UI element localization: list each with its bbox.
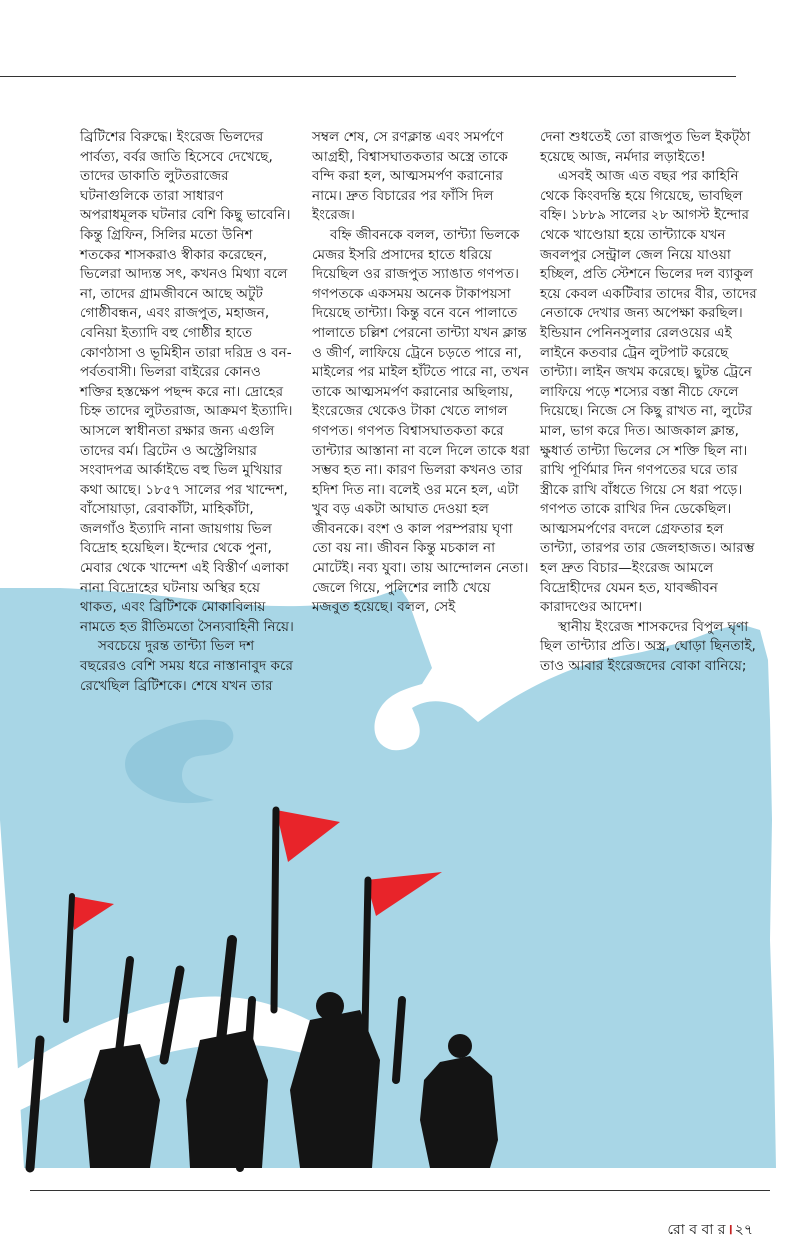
paragraph: সবচেয়ে দুরন্ত তান্ট্যা ভিল দশ বছরেরও বেশি সময় ধরে নাস্তানাবুদ করে রেখেছিল ব্রিটিশকে। শেষে যখন তার bbox=[80, 638, 293, 694]
top-rule bbox=[0, 76, 736, 77]
page-number: ২৭ bbox=[734, 1222, 753, 1238]
paragraph: সম্বল শেষ, সে রণক্লান্ত এবং সমর্পণে আগ্রহী, বিশ্বাসঘাতকতার অস্ত্রে তাকে বন্দি করা হল, আত্মসমর্পণ করানোর নামে। দ্রুত বিচারের পর ফাঁসি দিল ইংরেজ। bbox=[312, 129, 508, 224]
paragraph: এসবই আজ এত বছর পর কাহিনি থেকে কিংবদন্তি হয়ে গিয়েছে, ভাবছিল বহ্নি। ১৮৮৯ সালের ২৮ আগস্ট ইন্দোর থেকে খাণ্ডোয়া হয়ে তান্ট্যাকে যখন জবলপুর সেন্ট্রাল জেল নিয়ে যাওয়া হচ্ছিল, প্রতি স্টেশনে ভিলের দল ব্যাকুল হয়ে কেবল একটিবার তাদের বীর, তাদের নেতাকে দেখার জন্য অপেক্ষা করছিল। ইন্ডিয়ান পেনিনসুলার রেলওয়ের এই লাইনে কতবার ট্রেন লুটপাট করেছে তান্ট্যা। লাইন জখম করেছে। ছুটন্ত ট্রেনে লাফিয়ে পড়ে শস্যের বস্তা নীচে ফেলে দিয়েছে। নিজে সে কিছু রাখত না, লুটের মাল, ভাগ করে দিত। আজকাল ক্লান্ত, ক্ষুধার্ত তান্ট্যা ভিলের সে শক্তি ছিল না। রাখি পূর্ণিমার দিন গণপতের ঘরে তার স্ত্রীকে রাখি বাঁধতে গিয়ে সে ধরা পড়ে। গণপত তাকে রাখির দিন ডেকেছিল। আত্মসমর্পণের বদলে গ্রেফতার হল তান্ট্যা, তারপর তার জেলহাজত। আরম্ভ হল দ্রুত বিচার—ইংরেজ আমলে বিদ্রোহীদের যেমন হত, যাবজ্জীবন কারাদণ্ডের আদেশ। bbox=[540, 168, 757, 616]
text-column-3 bbox=[540, 128, 758, 677]
footer-separator: । bbox=[727, 1222, 733, 1238]
paragraph: ব্রিটিশের বিরুদ্ধে। ইংরেজ ভিলদের পার্বত্য, বর্বর জাতি হিসেবে দেখেছে, তাদের ডাকাতি লুটতরাজের ঘটনাগুলিকে তারা সাধারণ অপরাধমূলক ঘটনার বেশি কিছু ভাবেনি। কিন্তু গ্রিফিন, সিলির মতো উনিশ শতকের শাসকরাও স্বীকার করেছেন, ভিলেরা আদ্যন্ত সৎ, কখনও মিথ্যা বলে না, তাদের গ্রামজীবনে আছে অটুট গোষ্ঠীবন্ধন, এবং রাজপুত, মহাজন, বেনিয়া ইত্যাদি বহু গোষ্ঠীর হাতে কোণঠাসা ও ভূমিহীন তারা দরিদ্র ও বন-পর্বতবাসী। ভিলরা বাইরের কোনও শক্তির হস্তক্ষেপ পছন্দ করে না। দ্রোহের চিহ্ন তাদের লুটতরাজ, আক্রমণ ইত্যাদি। আসলে স্বাধীনতা রক্ষার জন্য এগুলি তাদের বর্ম। ব্রিটেন ও অস্ট্রেলিয়ার সংবাদপত্র আর্কাইভে বহু ভিল মুখিয়ার কথা আছে। ১৮৫৭ সালের পর খান্দেশ, বাঁসোয়াড়া, রেবাকাঁটা, মাহিকাঁটা, জলগাঁও ইত্যাদি নানা জায়গায় ভিল বিদ্রোহ হয়েছিল। ইন্দোর থেকে পুনা, মেবার থেকে খান্দেশ এই বিস্তীর্ণ এলাকা নানা বিদ্রোহের ঘটনায় অস্থির হয়ে থাকত, এবং ব্রিটিশকে মোকাবিলায় নামতে হত রীতিমতো সৈন্যবাহিনী নিয়ে। bbox=[80, 129, 294, 635]
protester-figure bbox=[420, 1056, 498, 1168]
text-column-2 bbox=[312, 128, 530, 618]
protester-figure bbox=[186, 1030, 268, 1168]
flag-pole bbox=[274, 810, 276, 1010]
protester-figure bbox=[316, 992, 344, 1020]
protester-figure bbox=[448, 1034, 472, 1058]
text-column-1 bbox=[80, 128, 294, 696]
bottom-rule bbox=[30, 1190, 770, 1191]
publication-name: রো ব বা র bbox=[667, 1222, 726, 1238]
page-footer bbox=[667, 1218, 753, 1242]
paragraph: দেনা শুধতেই তো রাজপুত ভিল ইকট্ঠা হয়েছে আজ, নর্মদার লড়াইতে! bbox=[540, 129, 751, 165]
paragraph: বহ্নি জীবনকে বলল, তান্ট্যা ভিলকে মেজর ইসরি প্রসাদের হাতে ধরিয়ে দিয়েছিল ওর রাজপুত স্যাঙাত গণপত। গণপতকে একসময় অনেক টাকাপয়সা দিয়েছে তান্ট্যা। কিন্তু বনে বনে পালাতে পালাতে চল্লিশ পেরনো তান্ট্যা যখন ক্লান্ত ও জীর্ণ, লাফিয়ে ট্রেনে চড়তে পারে না, মাইলের পর মাইল হাঁটতে পারে না, তখন তাকে আত্মসমর্পণ করানোর অছিলায়, ইংরেজের থেকেও টাকা খেতে লাগল গণপত। গণপত বিশ্বাসঘাতকতা করে তান্ট্যার আস্তানা না বলে দিলে তাকে ধরা সম্ভব হত না। কারণ ভিলরা কখনও তার হদিশ দিত না। বলেই ওর মনে হল, এটা খুব বড় একটা আঘাত দেওয়া হল জীবনকে। বংশ ও কাল পরম্পরায় ঘৃণা তো বয় না। জীবন কিন্তু মচকাল না মোটেই। নব্য যুবা। তায় আন্দোলন নেতা। জেলে গিয়ে, পুলিশের লাঠি খেয়ে মজবুত হয়েছে। বলল, সেই bbox=[312, 226, 530, 616]
paragraph: স্থানীয় ইংরেজ শাসকদের বিপুল ঘৃণা ছিল তান্ট্যার প্রতি। অস্ত্র, ঘোড়া ছিনতাই, তাও আবার ইংরেজদের বোকা বানিয়ে; bbox=[540, 618, 756, 675]
